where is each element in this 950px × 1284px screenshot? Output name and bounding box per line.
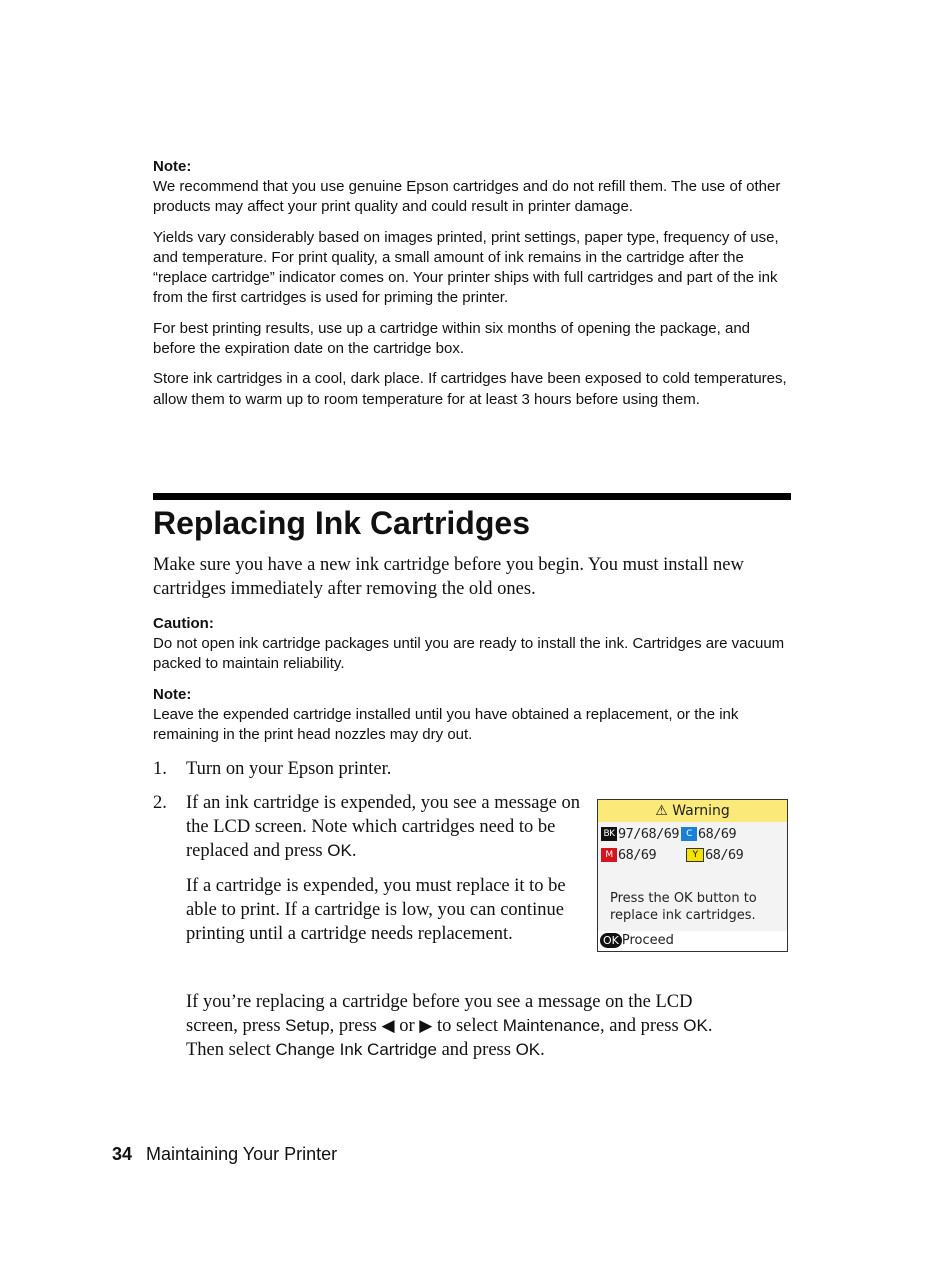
serif-text: , and press	[600, 1016, 684, 1036]
yellow-ink-badge: Y	[686, 848, 704, 862]
magenta-ink-badge: M	[601, 848, 617, 862]
yellow-ink-level: 68/69	[705, 847, 744, 863]
section-title: Replacing Ink Cartridges	[153, 505, 530, 541]
black-ink-badge: BK	[601, 827, 617, 841]
ok-button-ref: OK	[515, 1040, 541, 1059]
note-text: Leave the expended cartridge installed until you have obtained a replacement, or the ink remaining in the print head nozzles may dry out.	[153, 706, 739, 744]
serif-text: and press	[436, 1040, 516, 1060]
lcd-message-line: replace ink cartridges.	[610, 908, 756, 923]
caution-text: Do not open ink cartridge packages until you are ready to install the ink. Cartridges are vacuum packed to maintain reliability.	[153, 635, 785, 673]
cyan-ink-badge: C	[681, 827, 697, 841]
ok-icon: OK	[600, 933, 622, 948]
top-note-block	[153, 157, 793, 420]
caution-label: Caution:	[153, 615, 214, 632]
step-number: 1.	[153, 759, 167, 779]
step-2-body	[186, 791, 586, 946]
page-number: 34	[112, 1144, 133, 1164]
note-paragraph: Yields vary considerably based on images printed, print settings, paper type, frequency of use, and temperature. For print quality, a small amount of ink remains in the cartridge after the “replace cartridge” indicator comes on. Your printer ships with full cartridges and part of the ink from the first cartridges is used for priming the printer.	[153, 228, 779, 307]
lcd-title: Warning	[672, 803, 730, 819]
step-text: If an ink cartridge is expended, you see a message on the LCD screen. Note which cartridges need to be replaced and press	[186, 793, 581, 861]
caution-block	[153, 614, 793, 685]
right-arrow-icon: ▶	[419, 1016, 433, 1035]
lcd-ink-row-1	[601, 825, 736, 843]
maintenance-menu-ref: Maintenance	[502, 1016, 601, 1035]
lcd-message-line: Press the OK button to	[610, 891, 757, 906]
magenta-ink-level: 68/69	[618, 847, 657, 863]
step-2-paragraph-3	[186, 990, 746, 1062]
cyan-ink-level: 68/69	[698, 826, 737, 842]
lcd-screen	[597, 799, 788, 952]
note-paragraph: We recommend that you use genuine Epson cartridges and do not refill them. The use of other products may affect your print quality and could result in printer damage.	[153, 178, 781, 216]
warning-icon: ⚠	[655, 803, 668, 819]
serif-text: . Then select	[186, 1016, 713, 1060]
step-2-paragraph-3-text	[186, 990, 736, 1062]
serif-text: If you’re replacing a cartridge before you see a message on the LCD screen, press	[186, 992, 693, 1036]
serif-text: .	[540, 1040, 545, 1060]
proceed-label: Proceed	[621, 933, 674, 948]
page-footer	[112, 1142, 337, 1166]
serif-text: to select	[432, 1016, 503, 1036]
black-ink-level: 97/68/69	[618, 826, 680, 842]
note-paragraph: Store ink cartridges in a cool, dark place. If cartridges have been exposed to cold temperatures, allow them to warm up to room temperature for at least 3 hours before using them.	[153, 370, 787, 408]
section-divider	[153, 493, 791, 500]
lcd-footer	[598, 931, 787, 951]
section-intro: Make sure you have a new ink cartridge before you begin. You must install new cartridges immediately after removing the old ones.	[153, 555, 744, 599]
step-2-paragraph-2: If a cartridge is expended, you must replace it to be able to print. If a cartridge is low, you can continue printing until a cartridge needs replacement.	[186, 876, 566, 944]
note-paragraph: For best printing results, use up a cartridge within six months of opening the package, and before the expiration date on the cartridge box.	[153, 319, 751, 358]
ok-button-ref: OK	[327, 841, 352, 860]
note-block	[153, 685, 793, 756]
step-number: 2.	[153, 793, 167, 813]
step-2-paragraph-1	[186, 791, 586, 863]
lcd-ink-row-2	[601, 846, 743, 864]
ok-button-ref: OK	[683, 1016, 708, 1035]
serif-text: or	[394, 1016, 420, 1036]
serif-text: , press	[329, 1016, 382, 1036]
setup-button-ref: Setup	[285, 1016, 330, 1035]
left-arrow-icon: ◀	[381, 1016, 395, 1035]
chapter-title: Maintaining Your Printer	[146, 1144, 338, 1164]
step-text: .	[351, 841, 357, 861]
change-ink-cartridge-ref: Change Ink Cartridge	[275, 1040, 437, 1059]
step-text: Turn on your Epson printer.	[186, 759, 392, 779]
lcd-message	[610, 890, 757, 924]
lcd-header	[598, 800, 787, 822]
note-label: Note:	[153, 686, 192, 703]
note-label: Note:	[153, 158, 192, 175]
